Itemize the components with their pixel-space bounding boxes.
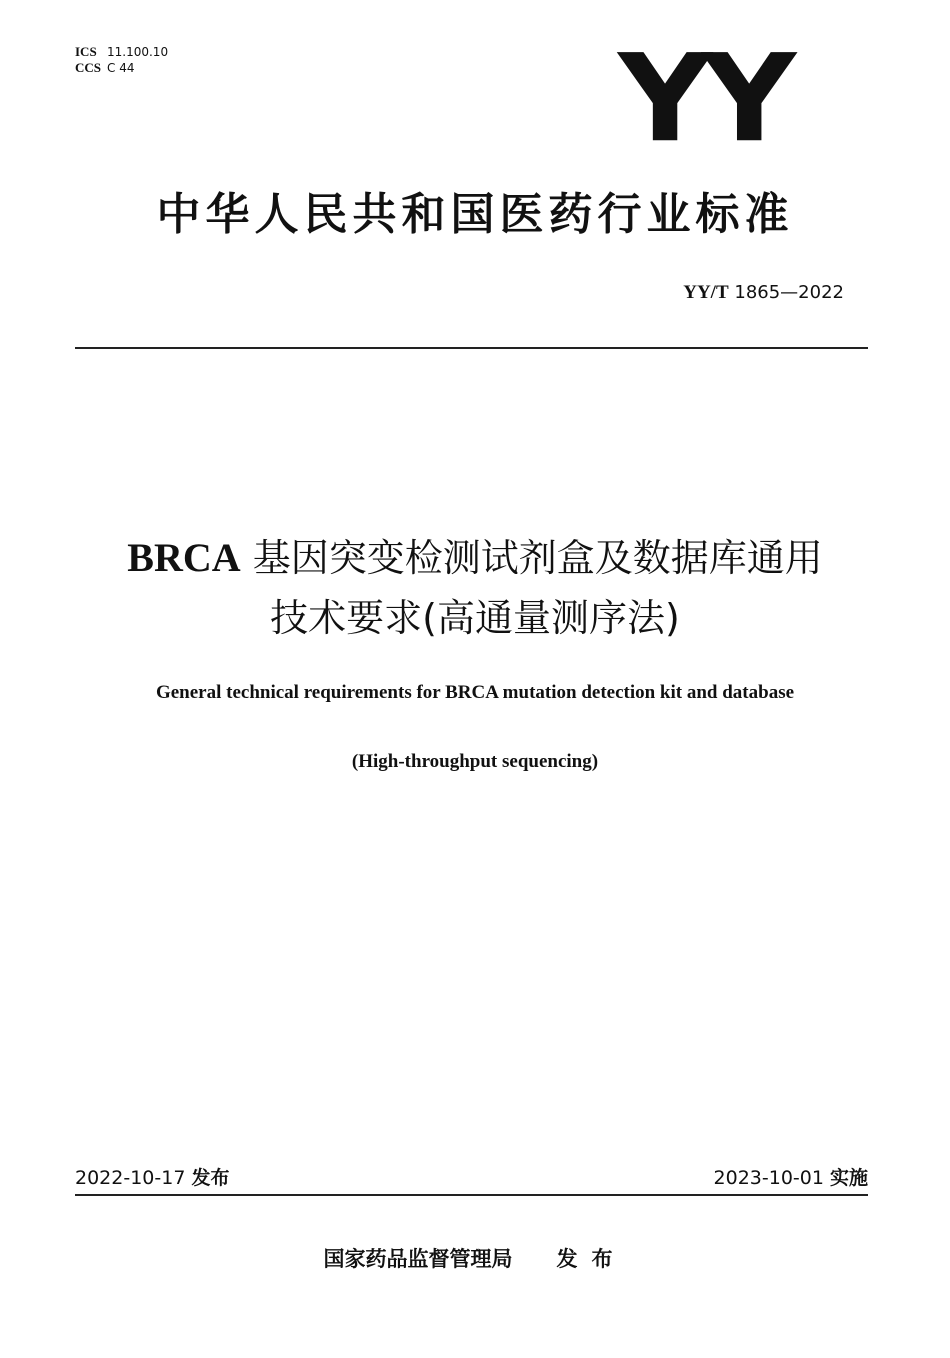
standard-logo: YY	[618, 27, 787, 170]
standard-category-title: 中华人民共和国医药行业标准	[156, 189, 794, 240]
standard-number-value: 1865—2022	[734, 282, 844, 303]
ics-value: 11.100.10	[107, 45, 169, 59]
implement-date-word: 实施	[829, 1167, 868, 1189]
ccs-value: C 44	[107, 61, 135, 75]
issue-date-value: 2022-10-17	[75, 1167, 186, 1189]
issue-date	[75, 1166, 229, 1190]
title-cn-latin: BRCA	[127, 535, 241, 580]
title-cn-line1-text: 基因突变检测试剂盒及数据库通用	[240, 536, 823, 580]
standard-number-prefix: YY/T	[683, 282, 729, 303]
issuer-verb: 发布	[556, 1247, 627, 1271]
ics-line	[75, 44, 168, 60]
top-divider	[75, 347, 868, 349]
ics-label: ICS	[75, 44, 97, 59]
standard-number	[683, 282, 844, 304]
issue-date-word: 发布	[191, 1167, 230, 1189]
classification-codes	[75, 44, 168, 76]
issuing-authority	[0, 1245, 950, 1273]
bottom-divider	[75, 1194, 868, 1196]
ccs-label: CCS	[75, 60, 102, 75]
title-en-line2: (High-throughput sequencing)	[351, 751, 599, 772]
title-cn-line2: 技术要求(高通量测序法)	[270, 596, 680, 640]
implement-date	[714, 1166, 868, 1190]
issuer-name: 国家药品监督管理局	[323, 1247, 513, 1271]
ccs-line	[75, 60, 168, 76]
implement-date-value: 2023-10-01	[713, 1167, 824, 1189]
title-cn-line1	[0, 534, 950, 582]
title-en-line1: General technical requirements for BRCA mutation detection kit and database	[155, 682, 795, 703]
